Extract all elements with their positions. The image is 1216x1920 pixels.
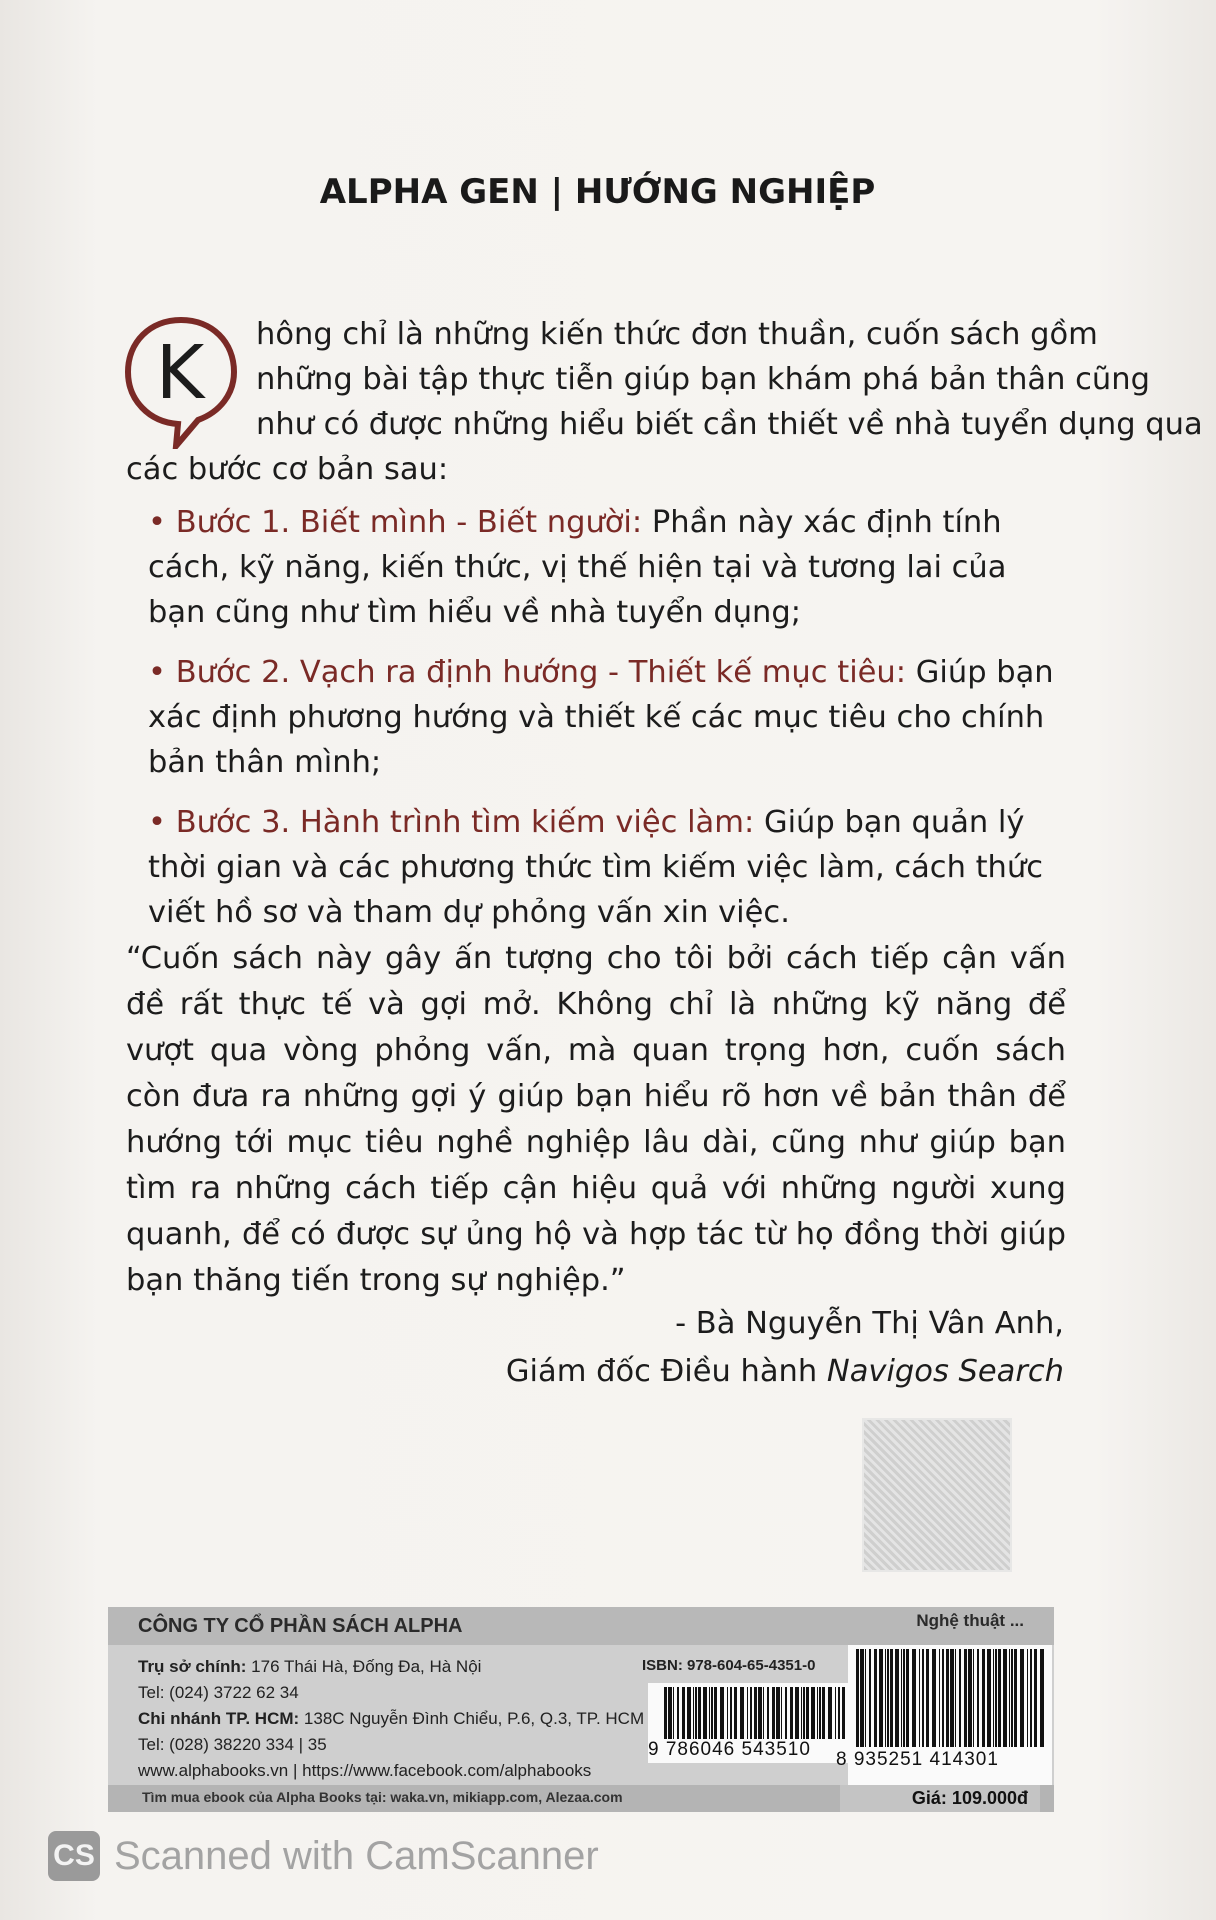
barcode-bar bbox=[677, 1687, 679, 1739]
intro-line: hông chỉ là những kiến thức đơn thuần, cuốn sách gồm bbox=[256, 317, 1098, 352]
footer-header-band bbox=[108, 1607, 1054, 1645]
barcode-number: 9 786046 543510 bbox=[648, 1739, 811, 1760]
bullet-icon: • bbox=[148, 655, 166, 690]
hq-line bbox=[138, 1654, 644, 1680]
barcode-bar bbox=[758, 1687, 762, 1739]
barcode-bar bbox=[711, 1687, 713, 1739]
barcode-bar bbox=[879, 1649, 883, 1747]
barcode-bar bbox=[806, 1687, 809, 1739]
barcode-bar bbox=[856, 1649, 859, 1747]
barcode-bar bbox=[932, 1649, 936, 1747]
barcode-bar bbox=[895, 1649, 899, 1747]
barcode-bar bbox=[874, 1649, 877, 1747]
publisher-footer bbox=[108, 1607, 1054, 1812]
quote-role: Giám đốc Điều hành bbox=[505, 1354, 818, 1389]
barcode-bar bbox=[682, 1687, 685, 1739]
barcode-bar bbox=[734, 1687, 737, 1739]
barcode-bar bbox=[1014, 1649, 1017, 1747]
step-item bbox=[148, 800, 1068, 935]
camscanner-watermark bbox=[48, 1826, 599, 1886]
barcode-bar bbox=[835, 1687, 836, 1739]
barcode-bar bbox=[977, 1649, 979, 1747]
barcode-bar bbox=[785, 1687, 787, 1739]
barcode-bar bbox=[1034, 1649, 1037, 1747]
barcode-bar bbox=[727, 1687, 728, 1739]
barcode-bar bbox=[822, 1687, 825, 1739]
barcode-bar bbox=[817, 1687, 818, 1739]
barcode-bar bbox=[964, 1649, 967, 1747]
barcode-bar bbox=[754, 1687, 757, 1739]
barcode-bar bbox=[781, 1687, 782, 1739]
intro-line: những bài tập thực tiễn giúp bạn khám phá bản thân cũng bbox=[256, 362, 1150, 397]
barcode-bar bbox=[673, 1687, 674, 1739]
barcode-bar bbox=[698, 1687, 701, 1739]
barcode-bar bbox=[922, 1649, 924, 1747]
branch-tel: Tel: (028) 38220 334 | 35 bbox=[138, 1735, 327, 1754]
series-title: ALPHA GEN | HƯỚNG NGHIỆP bbox=[319, 172, 876, 212]
quote-author: - Bà Nguyễn Thị Vân Anh, bbox=[675, 1306, 1064, 1341]
intro-line: các bước cơ bản sau: bbox=[126, 452, 449, 487]
step-title: Bước 2. Vạch ra định hướng - Thiết kế mục tiêu: bbox=[175, 655, 907, 690]
step-text: Giúp bạn quản lý thời gian và các phương thức tìm kiếm việc làm, cách thức viết hồ sơ và tham dự phỏng vấn xin việc. bbox=[148, 805, 1043, 930]
barcode-bar bbox=[1003, 1649, 1007, 1747]
ebook-stores: Tìm mua ebook của Alpha Books tại: waka.vn, mikiapp.com, Alezaa.com bbox=[142, 1789, 623, 1805]
barcode-bar bbox=[695, 1687, 697, 1739]
barcode-number: 8 935251 414301 bbox=[836, 1749, 999, 1770]
barcode-bar bbox=[838, 1687, 840, 1739]
barcode-bar bbox=[819, 1687, 821, 1739]
price-label: Giá: 109.000đ bbox=[840, 1785, 1040, 1812]
intro-line: như có được những hiểu biết cần thiết về nhà tuyển dụng qua bbox=[256, 407, 1203, 442]
barcode-bar bbox=[1020, 1649, 1024, 1747]
barcode-bar bbox=[1030, 1649, 1032, 1747]
isbn-text: ISBN: 978-604-65-4351-0 bbox=[642, 1657, 816, 1674]
barcode-bar bbox=[926, 1649, 929, 1747]
barcode-bar bbox=[776, 1687, 780, 1739]
quote-org: Navigos Search bbox=[826, 1354, 1064, 1389]
barcode-bar bbox=[668, 1687, 672, 1739]
barcode-bar bbox=[687, 1687, 691, 1739]
barcode-bar bbox=[1009, 1649, 1010, 1747]
step-text: Giúp bạn xác định phương hướng và thiết kế các mục tiêu cho chính bản thân mình; bbox=[148, 655, 1054, 780]
branch-label: Chi nhánh TP. HCM: bbox=[138, 1709, 300, 1728]
barcode-bar bbox=[869, 1649, 871, 1747]
barcode-bar bbox=[906, 1649, 909, 1747]
bullet-icon: • bbox=[148, 805, 166, 840]
barcode-bar bbox=[803, 1687, 805, 1739]
barcode-bar bbox=[714, 1687, 717, 1739]
barcode-bar bbox=[865, 1649, 866, 1747]
barcode-bar bbox=[942, 1649, 944, 1747]
barcode-bar bbox=[730, 1687, 732, 1739]
barcode-bar bbox=[811, 1687, 815, 1739]
barcode-bar bbox=[982, 1649, 985, 1747]
barcode-bar bbox=[664, 1687, 667, 1739]
barcode-bar bbox=[1027, 1649, 1028, 1747]
barcode-bar bbox=[987, 1649, 991, 1747]
barcode-bar bbox=[912, 1649, 916, 1747]
barcode-bar bbox=[946, 1649, 949, 1747]
barcode-bar bbox=[720, 1687, 724, 1739]
book-category: Nghệ thuật ... bbox=[916, 1611, 1024, 1630]
barcode-bar bbox=[828, 1687, 832, 1739]
watermark-text: Scanned with CamScanner bbox=[114, 1833, 599, 1878]
dropcap-letter: K bbox=[155, 330, 205, 416]
publisher-contact bbox=[138, 1654, 644, 1784]
barcode-bar bbox=[709, 1687, 710, 1739]
branch-line bbox=[138, 1706, 644, 1732]
barcode-bar bbox=[763, 1687, 764, 1739]
barcode-bar bbox=[903, 1649, 905, 1747]
barcode-bar bbox=[993, 1649, 994, 1747]
hologram-sticker bbox=[862, 1418, 1012, 1572]
barcode-bar bbox=[747, 1687, 748, 1739]
quote-role-line bbox=[506, 1348, 1064, 1396]
website-line: www.alphabooks.vn | https://www.facebook.com/alphabooks bbox=[138, 1761, 592, 1780]
intro-paragraph bbox=[126, 312, 1203, 492]
barcode-bar bbox=[740, 1687, 744, 1739]
testimonial-quote: “Cuốn sách này gây ấn tượng cho tôi bởi cách tiếp cận vấn đề rất thực tế và gợi mở. Không chỉ là những kỹ năng để vượt qua vòng phỏng vấn, mà quan trọng hơn, cuốn sách còn đưa ra những gợi ý giúp bạn hiểu rõ hơn về bản thân để hướng tới mục tiêu nghề nghiệp lâu dài, cũng như giúp bạn tìm ra những cách tiếp cận hiệu quả với những người xung quanh, để có được sự ủng hộ và hợp tác từ họ đồng thời giúp bạn thăng tiến trong sự nghiệp.” bbox=[126, 941, 1066, 1298]
barcode-bar bbox=[790, 1687, 793, 1739]
step-text: Phần này xác định tính cách, kỹ năng, kiến thức, vị thế hiện tại và tương lai của bạn cũng như tìm hiểu về nhà tuyển dụng; bbox=[148, 505, 1007, 630]
barcode-bar bbox=[998, 1649, 1001, 1747]
barcode-bar bbox=[842, 1687, 845, 1739]
bullet-icon: • bbox=[148, 505, 166, 540]
barcode-bar bbox=[919, 1649, 920, 1747]
steps-list bbox=[148, 500, 1068, 950]
barcode-bar bbox=[939, 1649, 940, 1747]
barcode-bar bbox=[885, 1649, 886, 1747]
barcode-bar bbox=[750, 1687, 752, 1739]
product-barcode bbox=[836, 1645, 1052, 1785]
barcode-bar bbox=[693, 1687, 694, 1739]
hq-tel: Tel: (024) 3722 62 34 bbox=[138, 1683, 299, 1702]
step-title: Bước 1. Biết mình - Biết người: bbox=[175, 505, 643, 540]
barcode-bar bbox=[959, 1649, 961, 1747]
barcode-bar bbox=[968, 1649, 972, 1747]
barcode-bar bbox=[703, 1687, 707, 1739]
barcode-bar bbox=[973, 1649, 974, 1747]
step-item bbox=[148, 650, 1068, 785]
barcode-bar bbox=[1040, 1649, 1044, 1747]
barcode-bar bbox=[860, 1649, 864, 1747]
quote-attribution bbox=[506, 1300, 1064, 1396]
hq-label: Trụ sở chính: bbox=[138, 1657, 247, 1676]
barcode-bar bbox=[955, 1649, 956, 1747]
barcode-bar bbox=[801, 1687, 802, 1739]
company-name: CÔNG TY CỔ PHẦN SÁCH ALPHA bbox=[138, 1615, 463, 1637]
barcode-bar bbox=[950, 1649, 954, 1747]
barcode-bar bbox=[890, 1649, 893, 1747]
branch-address: 138C Nguyễn Đình Chiểu, P.6, Q.3, TP. HCM bbox=[303, 1709, 645, 1728]
barcode-bar bbox=[795, 1687, 799, 1739]
barcode-bars bbox=[856, 1649, 1046, 1747]
camscanner-icon: CS bbox=[48, 1831, 100, 1881]
barcode-bar bbox=[995, 1649, 997, 1747]
barcode-bar bbox=[887, 1649, 889, 1747]
barcode-bar bbox=[772, 1687, 775, 1739]
step-item bbox=[148, 500, 1068, 635]
barcode-bar bbox=[901, 1649, 902, 1747]
hq-address: 176 Thái Hà, Đống Đa, Hà Nội bbox=[251, 1657, 482, 1676]
step-title: Bước 3. Hành trình tìm kiếm việc làm: bbox=[175, 805, 755, 840]
barcode-bar bbox=[767, 1687, 769, 1739]
barcode-bar bbox=[1011, 1649, 1013, 1747]
